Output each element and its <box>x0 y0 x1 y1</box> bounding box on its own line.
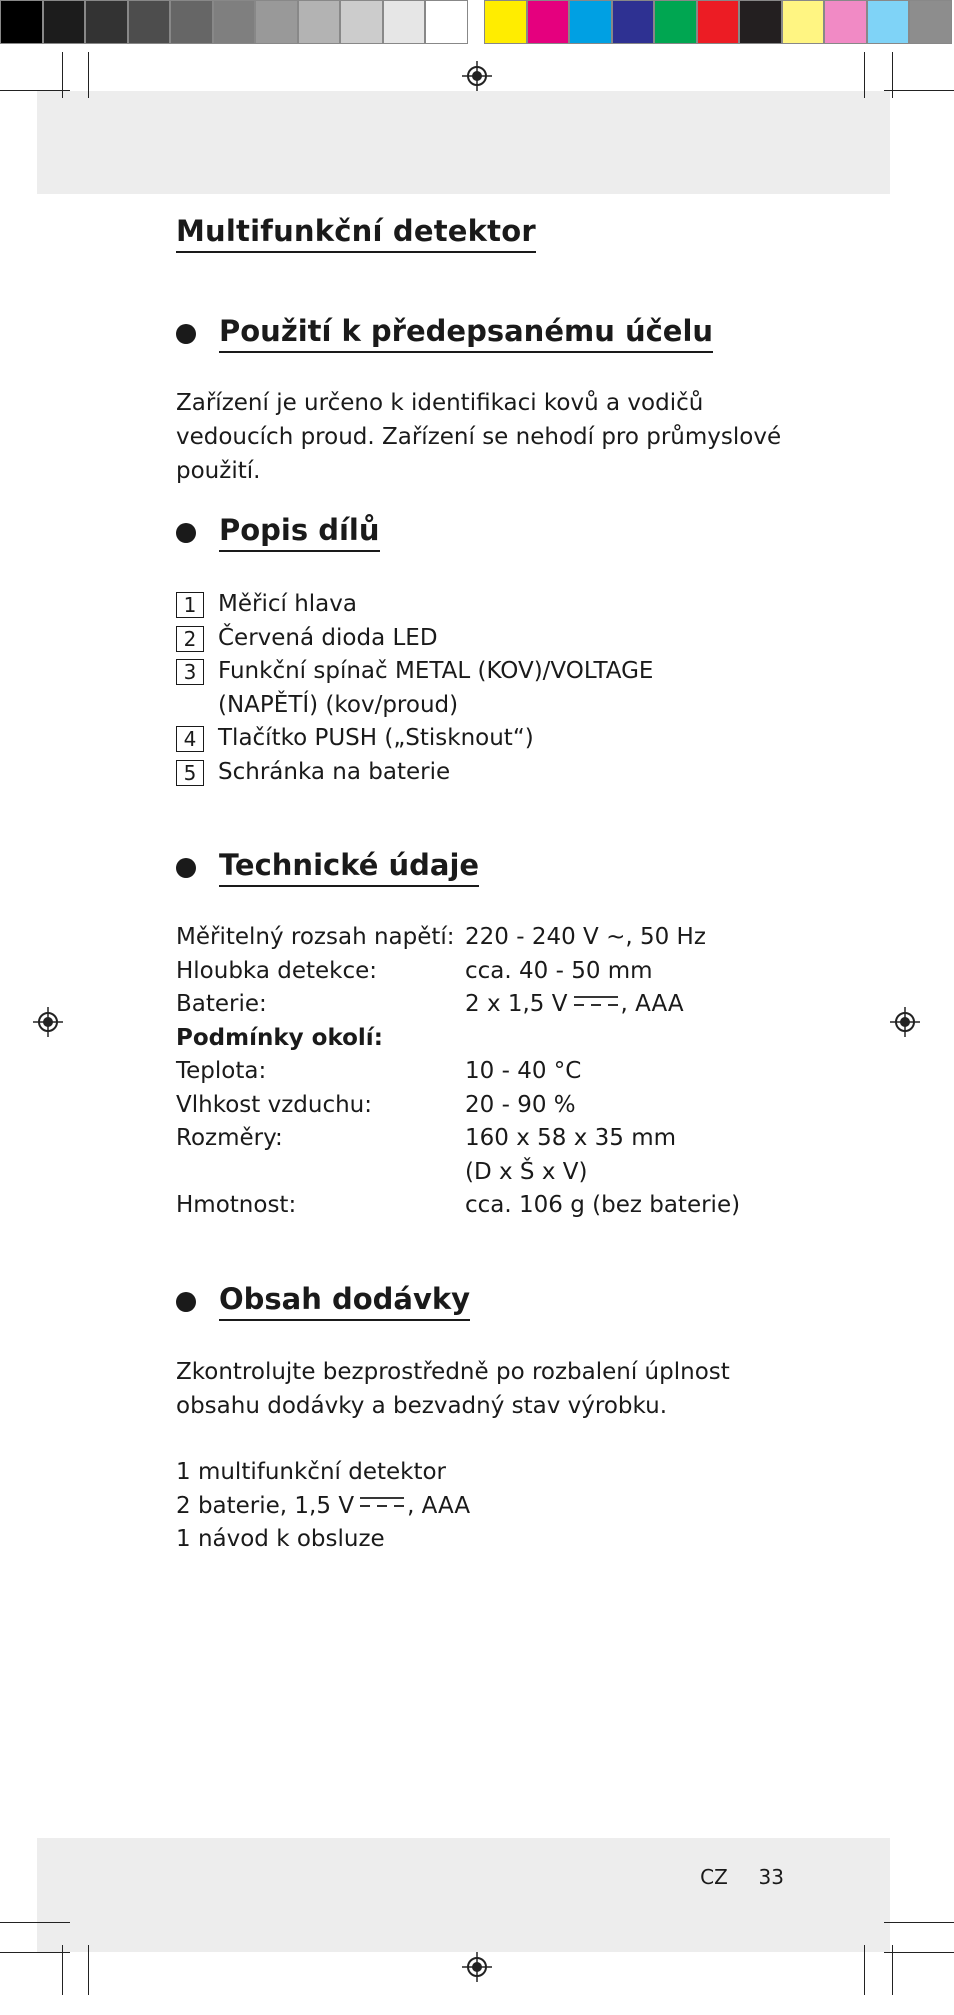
section-heading-delivery <box>176 1282 470 1321</box>
color-swatch <box>170 0 213 44</box>
spec-value <box>465 988 684 1022</box>
list-item: 1 návod k obsluze <box>176 1526 385 1553</box>
color-swatch <box>697 0 740 44</box>
spec-value: cca. 106 g (bez baterie) <box>465 1192 741 1218</box>
table-row <box>176 921 796 955</box>
color-swatch <box>909 0 952 44</box>
spec-key: Hloubka detekce: <box>176 957 378 984</box>
registration-mark-icon <box>462 1952 492 1982</box>
color-swatch <box>213 0 256 44</box>
language-code: CZ <box>700 1865 728 1889</box>
color-swatch <box>527 0 570 44</box>
part-number: 5 <box>176 760 204 786</box>
spec-value-pre: 2 x 1,5 V <box>465 991 568 1017</box>
registration-mark-icon <box>462 61 492 91</box>
section-heading-text: Popis dílů <box>219 513 380 552</box>
table-row <box>176 1189 796 1223</box>
page-footer <box>700 1865 784 1889</box>
color-swatch <box>484 0 527 44</box>
color-swatch <box>0 0 43 44</box>
list-item-pre: 2 baterie, 1,5 V <box>176 1492 355 1519</box>
color-swatch <box>569 0 612 44</box>
color-swatch <box>255 0 298 44</box>
table-row <box>176 1089 796 1123</box>
part-number: 3 <box>176 659 204 685</box>
color-swatch <box>128 0 171 44</box>
spec-value: 160 x 58 x 35 mm <box>465 1125 677 1151</box>
use-paragraph: Zařízení je určeno k identifikaci kovů a vodičů vedoucích proud. Zařízení se nehodí pro průmyslové použití. <box>176 390 782 484</box>
table-row <box>176 955 796 989</box>
table-row <box>176 1055 796 1089</box>
color-swatch <box>425 0 468 44</box>
crop-mark <box>892 52 893 98</box>
section-heading-text: Použití k předepsanému účelu <box>219 314 713 353</box>
color-swatch <box>43 0 86 44</box>
table-row <box>176 1022 796 1056</box>
spec-value: cca. 40 - 50 mm <box>465 957 653 984</box>
footer-band <box>37 1838 890 1952</box>
crop-mark <box>892 1945 893 1995</box>
crop-mark <box>88 1945 89 1995</box>
list-item <box>176 722 796 756</box>
dc-symbol-icon <box>360 1495 404 1509</box>
section-heading-parts <box>176 513 380 552</box>
spec-key <box>176 1156 465 1190</box>
color-swatch <box>612 0 655 44</box>
specs-table <box>176 921 796 1223</box>
spec-value: (D x Š x V) <box>465 1158 588 1185</box>
section-heading-use <box>176 314 713 353</box>
crop-mark <box>884 1952 954 1953</box>
spec-key: Teplota: <box>176 1058 267 1084</box>
spec-key: Hmotnost: <box>176 1192 297 1218</box>
list-item <box>176 756 796 790</box>
crop-mark <box>864 52 865 98</box>
part-label: Červená dioda LED <box>218 624 438 651</box>
crop-mark <box>0 1952 70 1953</box>
page-title: Multifunkční detektor <box>176 214 536 253</box>
part-number: 1 <box>176 592 204 618</box>
dc-symbol-icon <box>574 994 618 1008</box>
parts-list <box>176 588 796 790</box>
list-item <box>176 1490 796 1524</box>
part-number: 4 <box>176 726 204 752</box>
list-item <box>176 622 796 656</box>
color-swatch <box>383 0 426 44</box>
section-heading-text: Technické údaje <box>219 848 479 887</box>
table-row <box>176 988 796 1022</box>
color-swatch <box>298 0 341 44</box>
crop-mark <box>864 1945 865 1995</box>
color-swatch <box>340 0 383 44</box>
crop-mark <box>884 90 954 91</box>
spec-key: Vlhkost vzduchu: <box>176 1091 372 1118</box>
bullet-icon <box>176 858 196 878</box>
color-swatch <box>654 0 697 44</box>
section-heading-text: Obsah dodávky <box>219 1282 470 1321</box>
part-label: Tlačítko PUSH („Stisknout“) <box>218 725 534 752</box>
spec-key: Baterie: <box>176 991 267 1017</box>
crop-mark <box>0 1922 70 1923</box>
part-label: Schránka na baterie <box>218 758 451 785</box>
crop-mark <box>884 1922 954 1923</box>
color-swatch <box>782 0 825 44</box>
table-row <box>176 1156 796 1190</box>
part-number: 2 <box>176 626 204 652</box>
crop-mark <box>62 1945 63 1995</box>
crop-mark <box>0 90 70 91</box>
header-band <box>37 91 890 194</box>
spec-key: Rozměry: <box>176 1125 283 1151</box>
table-row <box>176 1122 796 1156</box>
registration-mark-icon <box>890 1007 920 1037</box>
crop-mark <box>62 52 63 98</box>
bullet-icon <box>176 324 196 344</box>
part-label: Měřicí hlava <box>218 591 357 617</box>
page-number: 33 <box>758 1865 784 1889</box>
delivery-list <box>176 1456 796 1557</box>
crop-mark <box>88 52 89 98</box>
color-swatch <box>824 0 867 44</box>
registration-mark-icon <box>33 1007 63 1037</box>
list-item: 1 multifunkční detektor <box>176 1459 447 1485</box>
color-swatch <box>867 0 910 44</box>
spec-value: 220 - 240 V ~, 50 Hz <box>465 924 706 950</box>
list-item <box>176 588 796 622</box>
bullet-icon <box>176 523 196 543</box>
spec-value-post: , AAA <box>620 991 684 1017</box>
section-heading-specs <box>176 848 479 887</box>
spec-value: 10 - 40 °C <box>465 1058 582 1084</box>
spec-key: Měřitelný rozsah napětí: <box>176 924 455 950</box>
grayscale-calibration-bar <box>0 0 468 46</box>
spec-group-heading: Podmínky okolí: <box>176 1024 383 1051</box>
delivery-paragraph: Zkontrolujte bezprostředně po rozbalení úplnost obsahu dodávky a bezvadný stav výrobku. <box>176 1359 730 1419</box>
color-calibration-bar <box>484 0 952 46</box>
list-item-post: , AAA <box>407 1492 471 1519</box>
color-swatch <box>85 0 128 44</box>
bullet-icon <box>176 1292 196 1312</box>
color-swatch <box>739 0 782 44</box>
list-item <box>176 655 796 722</box>
part-label: Funkční spínač METAL (KOV)/VOLTAGE (NAPĚTÍ) (kov/proud) <box>218 658 654 718</box>
spec-value: 20 - 90 % <box>465 1091 576 1118</box>
